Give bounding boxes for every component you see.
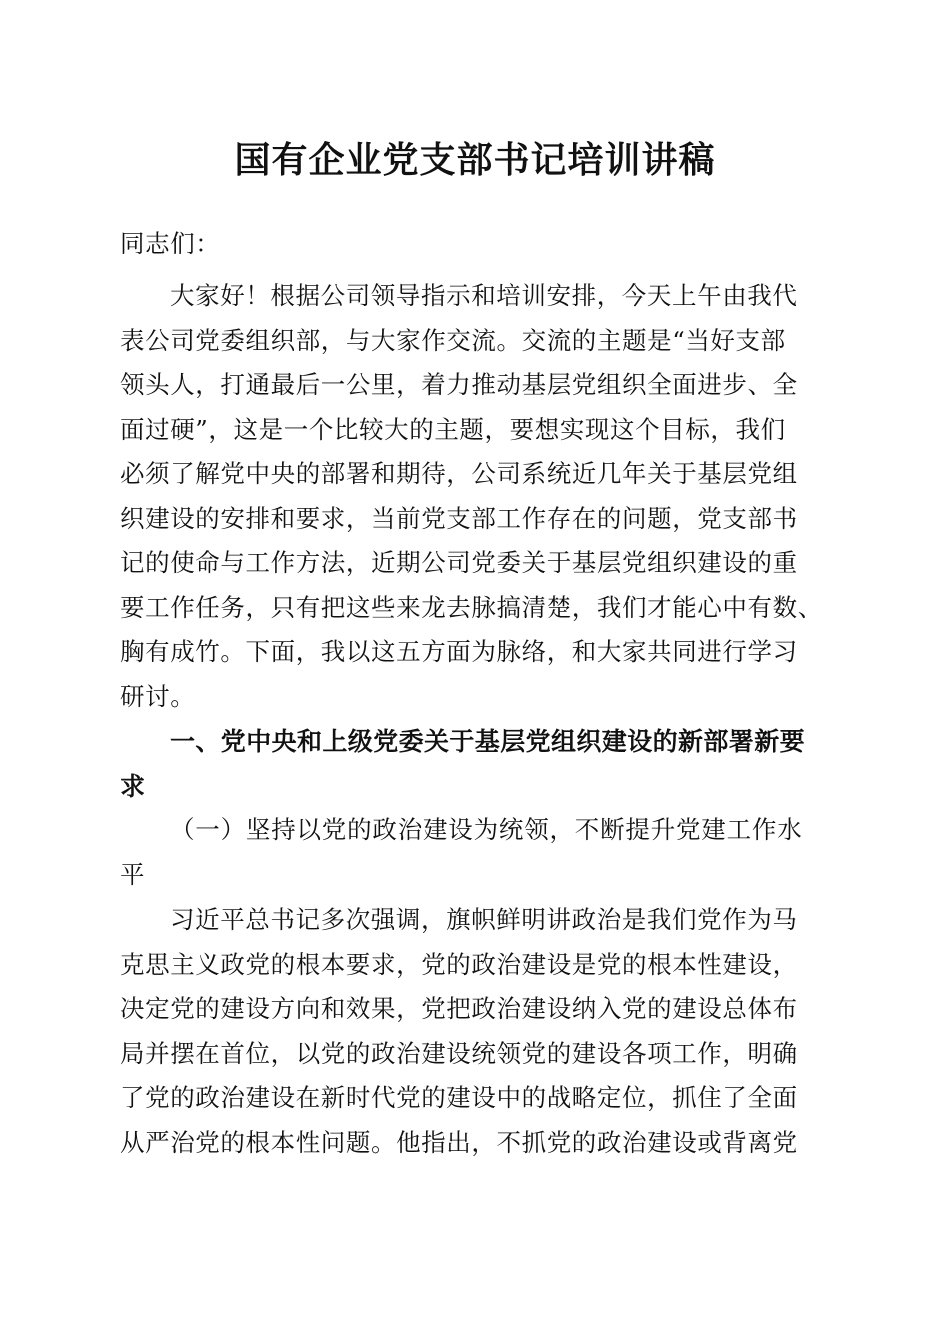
- salutation: 同志们：: [120, 229, 221, 258]
- paragraph-line: 必须了解党中央的部署和期待，公司系统近几年关于基层党组: [120, 459, 798, 488]
- paragraph-line: 记的使命与工作方法，近期公司党委关于基层党组织建设的重: [120, 548, 798, 577]
- heading-line: 一、党中央和上级党委关于基层党组织建设的新部署新要: [170, 727, 806, 756]
- paragraph-line: 要工作任务，只有把这些来龙去脉搞清楚，我们才能心中有数、: [120, 592, 823, 622]
- paragraph-line: 大家好！根据公司领导指示和培训安排，今天上午由我代: [170, 281, 798, 310]
- paragraph-political-building: [120, 898, 836, 1165]
- paragraph-line: 织建设的安排和要求，当前党支部工作存在的问题，党支部书: [120, 503, 798, 533]
- paragraph-line: 胸有成竹。下面，我以这五方面为脉络，和大家共同进行学习: [120, 637, 798, 666]
- heading-line: 求: [120, 771, 146, 801]
- paragraph-line: 克思主义政党的根本要求，党的政治建设是党的根本性建设，: [120, 949, 798, 979]
- paragraph-line: 研讨。: [120, 681, 196, 711]
- paragraph-line: 决定党的建设方向和效果，党把政治建设纳入党的建设总体布: [120, 994, 798, 1023]
- paragraph-line: 领头人，打通最后一公里，着力推动基层党组织全面进步、全: [120, 370, 798, 399]
- document-title: 国有企业党支部书记培训讲稿: [234, 139, 716, 181]
- paragraph-intro: [120, 274, 836, 719]
- paragraph-line: 习近平总书记多次强调，旗帜鲜明讲政治是我们党作为马: [170, 905, 798, 934]
- paragraph-line: 表公司党委组织部，与大家作交流。交流的主题是“当好支部: [120, 325, 786, 355]
- paragraph-line: 了党的政治建设在新时代党的建设中的战略定位，抓住了全面: [120, 1083, 798, 1112]
- heading-line: （一）坚持以党的政治建设为统领，不断提升党建工作水: [170, 815, 803, 844]
- paragraph-line: 从严治党的根本性问题。他指出，不抓党的政治建设或背离党: [120, 1127, 798, 1157]
- section-heading-1: [120, 720, 836, 809]
- heading-line: 平: [120, 859, 146, 889]
- subsection-heading-1: [120, 808, 836, 897]
- paragraph-line: 面过硬”，这是一个比较大的主题，要想实现这个目标，我们: [120, 414, 786, 444]
- paragraph-line: 局并摆在首位，以党的政治建设统领党的建设各项工作，明确: [120, 1038, 798, 1068]
